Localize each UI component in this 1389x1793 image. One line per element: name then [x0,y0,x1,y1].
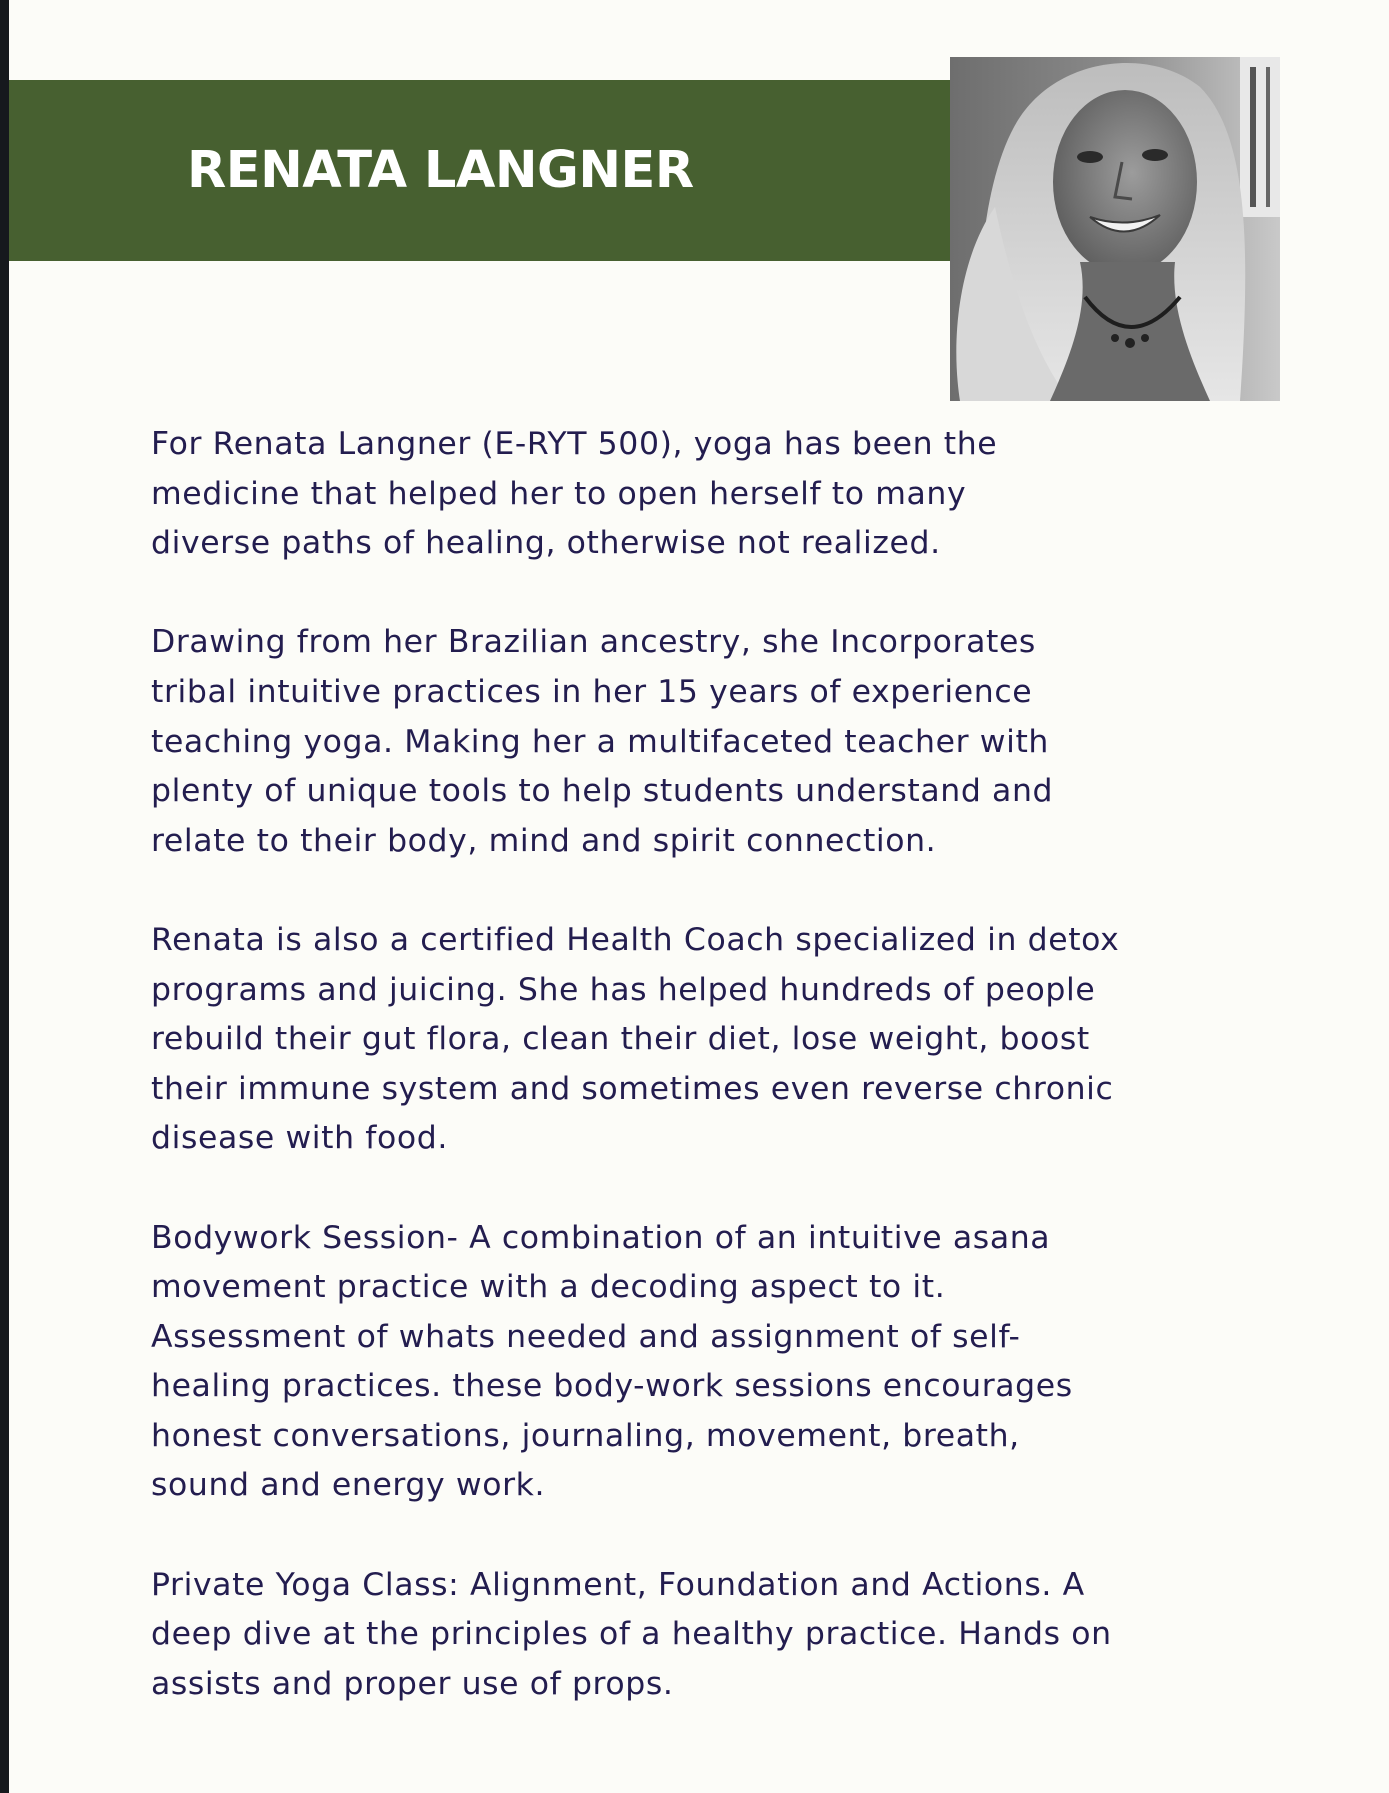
portrait-illustration [950,57,1280,401]
name-banner [9,80,950,261]
bio-paragraph-ancestry: Drawing from her Brazilian ancestry, she Incorporates tribal intuitive practices in her 15 years of experience teaching yoga. Making her a multifaceted teacher with plenty of unique tools to help students understand and relate to their body, mind and spirit connection. [151,624,1054,859]
bio-paragraph-bodywork: Bodywork Session- A combination of an intuitive asana movement practice with a decoding aspect to it. Assessment of whats needed and assignment of self- healing practices. these body-work sessions encourages honest conversations, journaling, movement, breath, sound and energy work. [151,1219,1073,1504]
page-left-border [0,0,9,1793]
bio-paragraph-private-class: Private Yoga Class: Alignment, Foundation and Actions. A deep dive at the principles of a healthy practice. Hands on assists and proper use of props. [151,1566,1112,1702]
portrait-photo [950,57,1280,401]
page-title: RENATA LANGNER [187,141,694,200]
bio-paragraph-intro: For Renata Langner (E-RYT 500), yoga has been the medicine that helped her to open herself to many diverse paths of healing, otherwise not realized. [151,426,998,562]
bio-paragraph-health-coach: Renata is also a certified Health Coach specialized in detox programs and juicing. She has helped hundreds of people rebuild their gut flora, clean their diet, lose weight, boost their immune system and sometimes even reverse chronic disease with food. [151,921,1120,1157]
bio-content [151,420,1261,1709]
